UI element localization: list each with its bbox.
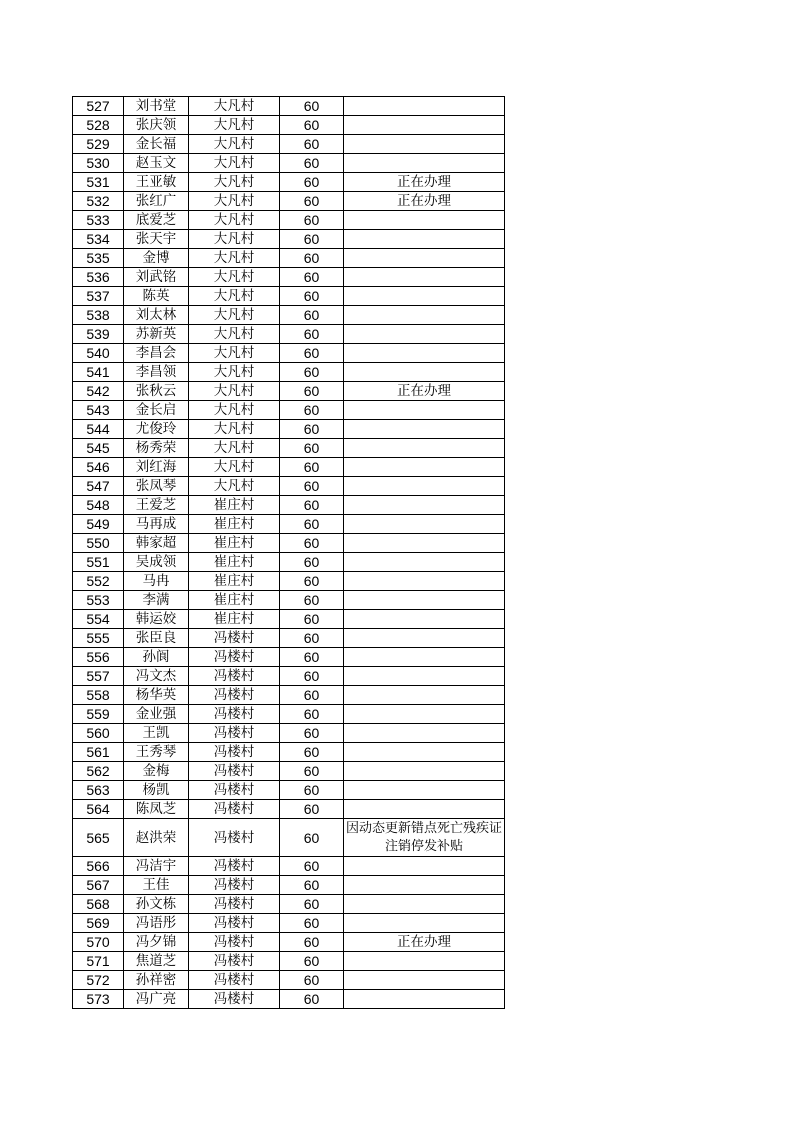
village-cell: 冯楼村 (189, 629, 280, 648)
row-number-cell: 573 (73, 990, 124, 1009)
note-cell: 正在办理 (344, 173, 505, 192)
village-cell: 崔庄村 (189, 572, 280, 591)
row-number-cell: 561 (73, 743, 124, 762)
village-cell: 大凡村 (189, 382, 280, 401)
amount-cell: 60 (280, 192, 344, 211)
table-row (73, 933, 505, 952)
village-cell: 冯楼村 (189, 648, 280, 667)
row-number-cell: 540 (73, 344, 124, 363)
amount-cell: 60 (280, 933, 344, 952)
row-number-cell: 554 (73, 610, 124, 629)
note-cell (344, 363, 505, 382)
amount-cell: 60 (280, 325, 344, 344)
name-cell: 金长启 (124, 401, 189, 420)
table-row (73, 705, 505, 724)
table-row (73, 895, 505, 914)
note-cell (344, 268, 505, 287)
amount-cell: 60 (280, 819, 344, 857)
amount-cell: 60 (280, 401, 344, 420)
row-number-cell: 531 (73, 173, 124, 192)
row-number-cell: 570 (73, 933, 124, 952)
note-cell (344, 97, 505, 116)
name-cell: 冯夕锦 (124, 933, 189, 952)
note-cell (344, 553, 505, 572)
note-cell (344, 116, 505, 135)
name-cell: 刘武铭 (124, 268, 189, 287)
village-cell: 崔庄村 (189, 591, 280, 610)
amount-cell: 60 (280, 230, 344, 249)
row-number-cell: 557 (73, 667, 124, 686)
table-row (73, 819, 505, 857)
row-number-cell: 551 (73, 553, 124, 572)
village-cell: 大凡村 (189, 97, 280, 116)
name-cell: 陈凤芝 (124, 800, 189, 819)
village-cell: 冯楼村 (189, 743, 280, 762)
name-cell: 孙祥密 (124, 971, 189, 990)
amount-cell: 60 (280, 496, 344, 515)
village-cell: 大凡村 (189, 363, 280, 382)
village-cell: 崔庄村 (189, 534, 280, 553)
note-cell (344, 154, 505, 173)
row-number-cell: 533 (73, 211, 124, 230)
table-row (73, 116, 505, 135)
amount-cell: 60 (280, 344, 344, 363)
table-row (73, 534, 505, 553)
table-row (73, 743, 505, 762)
note-cell (344, 743, 505, 762)
note-cell (344, 724, 505, 743)
table-row (73, 610, 505, 629)
row-number-cell: 537 (73, 287, 124, 306)
village-cell: 大凡村 (189, 135, 280, 154)
table-row (73, 344, 505, 363)
table-row (73, 249, 505, 268)
amount-cell: 60 (280, 705, 344, 724)
note-cell (344, 420, 505, 439)
note-cell (344, 952, 505, 971)
name-cell: 金长福 (124, 135, 189, 154)
row-number-cell: 535 (73, 249, 124, 268)
note-cell (344, 610, 505, 629)
note-cell (344, 914, 505, 933)
table-row (73, 515, 505, 534)
row-number-cell: 566 (73, 857, 124, 876)
row-number-cell: 572 (73, 971, 124, 990)
amount-cell: 60 (280, 667, 344, 686)
amount-cell: 60 (280, 211, 344, 230)
note-cell (344, 686, 505, 705)
amount-cell: 60 (280, 800, 344, 819)
name-cell: 王凯 (124, 724, 189, 743)
note-cell (344, 990, 505, 1009)
village-cell: 冯楼村 (189, 819, 280, 857)
name-cell: 王爱芝 (124, 496, 189, 515)
village-cell: 冯楼村 (189, 686, 280, 705)
note-cell (344, 629, 505, 648)
amount-cell: 60 (280, 914, 344, 933)
amount-cell: 60 (280, 420, 344, 439)
name-cell: 金梅 (124, 762, 189, 781)
village-cell: 大凡村 (189, 249, 280, 268)
village-cell: 冯楼村 (189, 724, 280, 743)
table-row (73, 173, 505, 192)
note-cell: 正在办理 (344, 933, 505, 952)
row-number-cell: 568 (73, 895, 124, 914)
table-row (73, 629, 505, 648)
note-cell (344, 515, 505, 534)
row-number-cell: 532 (73, 192, 124, 211)
name-cell: 李昌领 (124, 363, 189, 382)
row-number-cell: 545 (73, 439, 124, 458)
village-cell: 崔庄村 (189, 610, 280, 629)
village-cell: 大凡村 (189, 173, 280, 192)
note-cell (344, 230, 505, 249)
table-row (73, 553, 505, 572)
table-row (73, 135, 505, 154)
village-cell: 大凡村 (189, 477, 280, 496)
table-row (73, 667, 505, 686)
amount-cell: 60 (280, 116, 344, 135)
name-cell: 韩运姣 (124, 610, 189, 629)
name-cell: 张天宇 (124, 230, 189, 249)
table-row (73, 591, 505, 610)
amount-cell: 60 (280, 990, 344, 1009)
note-cell (344, 781, 505, 800)
name-cell: 冯语彤 (124, 914, 189, 933)
amount-cell: 60 (280, 154, 344, 173)
name-cell: 马再成 (124, 515, 189, 534)
name-cell: 苏新英 (124, 325, 189, 344)
name-cell: 张庆领 (124, 116, 189, 135)
row-number-cell: 563 (73, 781, 124, 800)
village-cell: 冯楼村 (189, 667, 280, 686)
amount-cell: 60 (280, 743, 344, 762)
row-number-cell: 559 (73, 705, 124, 724)
amount-cell: 60 (280, 458, 344, 477)
village-cell: 大凡村 (189, 439, 280, 458)
amount-cell: 60 (280, 895, 344, 914)
row-number-cell: 549 (73, 515, 124, 534)
row-number-cell: 555 (73, 629, 124, 648)
note-cell (344, 135, 505, 154)
amount-cell: 60 (280, 572, 344, 591)
row-number-cell: 556 (73, 648, 124, 667)
village-cell: 冯楼村 (189, 990, 280, 1009)
village-cell: 大凡村 (189, 287, 280, 306)
village-cell: 大凡村 (189, 211, 280, 230)
amount-cell: 60 (280, 591, 344, 610)
table-row (73, 876, 505, 895)
table-row (73, 439, 505, 458)
village-cell: 崔庄村 (189, 496, 280, 515)
row-number-cell: 550 (73, 534, 124, 553)
note-cell (344, 895, 505, 914)
note-cell (344, 496, 505, 515)
row-number-cell: 529 (73, 135, 124, 154)
name-cell: 赵洪荣 (124, 819, 189, 857)
row-number-cell: 543 (73, 401, 124, 420)
amount-cell: 60 (280, 173, 344, 192)
row-number-cell: 560 (73, 724, 124, 743)
table-row (73, 420, 505, 439)
name-cell: 金业强 (124, 705, 189, 724)
table-row (73, 648, 505, 667)
row-number-cell: 565 (73, 819, 124, 857)
note-cell: 正在办理 (344, 382, 505, 401)
name-cell: 杨华英 (124, 686, 189, 705)
amount-cell: 60 (280, 135, 344, 154)
note-cell (344, 648, 505, 667)
amount-cell: 60 (280, 306, 344, 325)
note-cell (344, 572, 505, 591)
note-cell (344, 591, 505, 610)
table-row (73, 781, 505, 800)
table-body (73, 97, 505, 1009)
table-row (73, 192, 505, 211)
row-number-cell: 569 (73, 914, 124, 933)
village-cell: 大凡村 (189, 325, 280, 344)
village-cell: 大凡村 (189, 192, 280, 211)
table-row (73, 325, 505, 344)
table-row (73, 990, 505, 1009)
name-cell: 刘红海 (124, 458, 189, 477)
name-cell: 王亚敏 (124, 173, 189, 192)
amount-cell: 60 (280, 363, 344, 382)
name-cell: 金博 (124, 249, 189, 268)
village-cell: 冯楼村 (189, 971, 280, 990)
note-cell (344, 211, 505, 230)
village-cell: 大凡村 (189, 116, 280, 135)
note-cell (344, 344, 505, 363)
name-cell: 韩家超 (124, 534, 189, 553)
village-cell: 大凡村 (189, 401, 280, 420)
name-cell: 张凤琴 (124, 477, 189, 496)
name-cell: 冯洁宇 (124, 857, 189, 876)
note-cell (344, 325, 505, 344)
amount-cell: 60 (280, 553, 344, 572)
village-cell: 大凡村 (189, 230, 280, 249)
village-cell: 大凡村 (189, 306, 280, 325)
amount-cell: 60 (280, 876, 344, 895)
village-cell: 冯楼村 (189, 857, 280, 876)
row-number-cell: 528 (73, 116, 124, 135)
note-cell (344, 306, 505, 325)
name-cell: 尤俊玲 (124, 420, 189, 439)
table-row (73, 477, 505, 496)
amount-cell: 60 (280, 724, 344, 743)
row-number-cell: 530 (73, 154, 124, 173)
note-cell (344, 705, 505, 724)
amount-cell: 60 (280, 534, 344, 553)
table-row (73, 724, 505, 743)
village-cell: 大凡村 (189, 458, 280, 477)
row-number-cell: 548 (73, 496, 124, 515)
village-cell: 冯楼村 (189, 762, 280, 781)
table-row (73, 382, 505, 401)
table-row (73, 800, 505, 819)
row-number-cell: 547 (73, 477, 124, 496)
name-cell: 杨凯 (124, 781, 189, 800)
table-row (73, 686, 505, 705)
amount-cell: 60 (280, 762, 344, 781)
table-row (73, 458, 505, 477)
name-cell: 吴成领 (124, 553, 189, 572)
amount-cell: 60 (280, 268, 344, 287)
row-number-cell: 564 (73, 800, 124, 819)
row-number-cell: 552 (73, 572, 124, 591)
table-row (73, 971, 505, 990)
name-cell: 李满 (124, 591, 189, 610)
name-cell: 王佳 (124, 876, 189, 895)
note-cell (344, 439, 505, 458)
amount-cell: 60 (280, 287, 344, 306)
amount-cell: 60 (280, 610, 344, 629)
row-number-cell: 542 (73, 382, 124, 401)
table-row (73, 268, 505, 287)
amount-cell: 60 (280, 971, 344, 990)
table-row (73, 211, 505, 230)
name-cell: 冯文杰 (124, 667, 189, 686)
note-cell: 正在办理 (344, 192, 505, 211)
name-cell: 李昌会 (124, 344, 189, 363)
note-cell (344, 534, 505, 553)
table-row (73, 401, 505, 420)
note-cell (344, 477, 505, 496)
name-cell: 孙阆 (124, 648, 189, 667)
village-cell: 冯楼村 (189, 933, 280, 952)
village-cell: 大凡村 (189, 154, 280, 173)
amount-cell: 60 (280, 629, 344, 648)
name-cell: 张红广 (124, 192, 189, 211)
table-row (73, 952, 505, 971)
note-cell (344, 762, 505, 781)
amount-cell: 60 (280, 382, 344, 401)
village-cell: 冯楼村 (189, 876, 280, 895)
amount-cell: 60 (280, 648, 344, 667)
village-cell: 崔庄村 (189, 553, 280, 572)
table-row (73, 496, 505, 515)
name-cell: 张臣良 (124, 629, 189, 648)
table-row (73, 762, 505, 781)
table-row (73, 572, 505, 591)
amount-cell: 60 (280, 952, 344, 971)
village-cell: 崔庄村 (189, 515, 280, 534)
table-row (73, 230, 505, 249)
row-number-cell: 558 (73, 686, 124, 705)
note-cell (344, 971, 505, 990)
village-cell: 大凡村 (189, 268, 280, 287)
village-cell: 冯楼村 (189, 800, 280, 819)
amount-cell: 60 (280, 477, 344, 496)
note-cell (344, 249, 505, 268)
amount-cell: 60 (280, 686, 344, 705)
table-row (73, 154, 505, 173)
row-number-cell: 539 (73, 325, 124, 344)
row-number-cell: 546 (73, 458, 124, 477)
note-cell (344, 287, 505, 306)
village-cell: 冯楼村 (189, 895, 280, 914)
row-number-cell: 534 (73, 230, 124, 249)
table-row (73, 363, 505, 382)
row-number-cell: 553 (73, 591, 124, 610)
subsidy-table (72, 96, 505, 1009)
amount-cell: 60 (280, 781, 344, 800)
row-number-cell: 544 (73, 420, 124, 439)
name-cell: 刘太林 (124, 306, 189, 325)
name-cell: 陈英 (124, 287, 189, 306)
amount-cell: 60 (280, 249, 344, 268)
row-number-cell: 571 (73, 952, 124, 971)
note-cell (344, 857, 505, 876)
amount-cell: 60 (280, 97, 344, 116)
amount-cell: 60 (280, 857, 344, 876)
row-number-cell: 538 (73, 306, 124, 325)
row-number-cell: 562 (73, 762, 124, 781)
village-cell: 大凡村 (189, 344, 280, 363)
row-number-cell: 541 (73, 363, 124, 382)
row-number-cell: 567 (73, 876, 124, 895)
village-cell: 冯楼村 (189, 781, 280, 800)
note-cell: 因动态更新错点死亡残疾证注销停发补贴 (344, 819, 505, 857)
amount-cell: 60 (280, 439, 344, 458)
note-cell (344, 876, 505, 895)
note-cell (344, 667, 505, 686)
name-cell: 王秀琴 (124, 743, 189, 762)
table-row (73, 306, 505, 325)
name-cell: 底爱芝 (124, 211, 189, 230)
village-cell: 冯楼村 (189, 705, 280, 724)
table-row (73, 287, 505, 306)
name-cell: 马冉 (124, 572, 189, 591)
table-row (73, 857, 505, 876)
village-cell: 大凡村 (189, 420, 280, 439)
name-cell: 冯广亮 (124, 990, 189, 1009)
name-cell: 刘书堂 (124, 97, 189, 116)
name-cell: 杨秀荣 (124, 439, 189, 458)
row-number-cell: 527 (73, 97, 124, 116)
amount-cell: 60 (280, 515, 344, 534)
name-cell: 张秋云 (124, 382, 189, 401)
note-cell (344, 800, 505, 819)
table-row (73, 97, 505, 116)
village-cell: 冯楼村 (189, 952, 280, 971)
note-cell (344, 458, 505, 477)
table-row (73, 914, 505, 933)
name-cell: 孙文栋 (124, 895, 189, 914)
name-cell: 焦道芝 (124, 952, 189, 971)
village-cell: 冯楼村 (189, 914, 280, 933)
name-cell: 赵玉文 (124, 154, 189, 173)
note-cell (344, 401, 505, 420)
row-number-cell: 536 (73, 268, 124, 287)
